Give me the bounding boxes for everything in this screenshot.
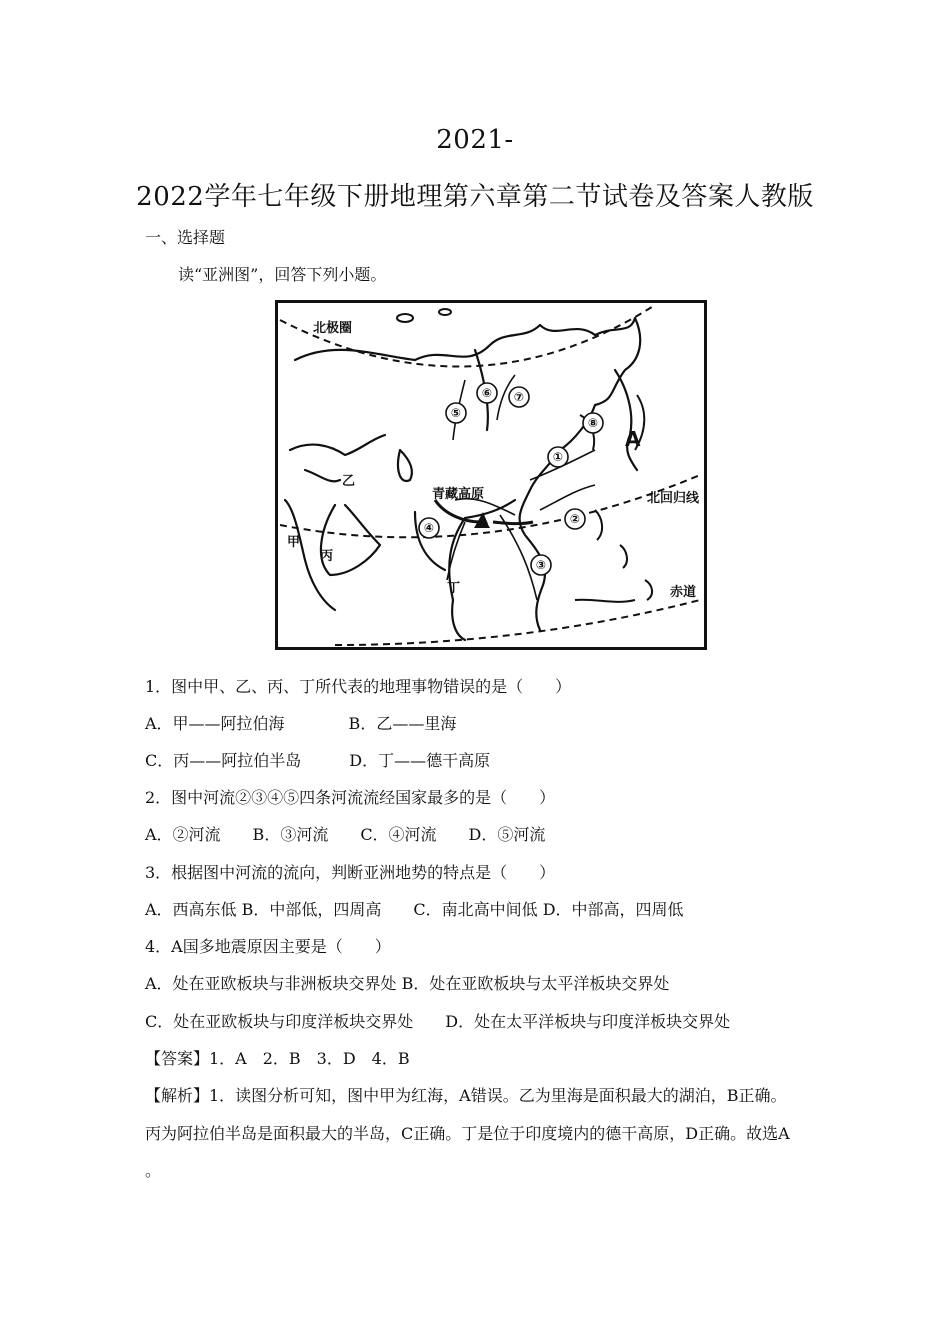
label-bing: 丙 — [320, 549, 334, 564]
question-1-options-ab: A．甲——阿拉伯海 B．乙——里海 — [145, 714, 457, 733]
label-equator: 赤道 — [670, 585, 697, 600]
analysis-line-1: 【解析】1．读图分析可知，图中甲为红海，A错误。乙为里海是面积最大的湖泊，B正确。 — [145, 1086, 787, 1105]
question-2-stem: 2．图中河流②③④⑤四条河流流经国家最多的是（ ） — [145, 788, 556, 807]
question-4-options-ab: A．处在亚欧板块与非洲板块交界处 B．处在亚欧板块与太平洋板块交界处 — [145, 974, 670, 993]
plateau-arrow — [435, 500, 480, 522]
coastlines — [285, 318, 640, 640]
map-frame — [277, 302, 706, 649]
marker-2: ② — [569, 512, 581, 526]
label-ding: 丁 — [447, 581, 461, 596]
equator-line — [335, 600, 700, 645]
label-plateau: 青藏高原 — [432, 487, 485, 502]
question-2-options: A．②河流 B．③河流 C．④河流 D．⑤河流 — [145, 825, 546, 844]
label-country-a: A — [625, 427, 641, 451]
section-heading: 一、选择题 — [145, 228, 226, 247]
label-jia: 甲 — [287, 535, 301, 550]
marker-4: ④ — [423, 521, 435, 535]
marker-3: ③ — [535, 558, 547, 572]
label-tropic-of-cancer: 北回归线 — [647, 491, 700, 506]
asia-map — [275, 300, 707, 650]
islands — [397, 309, 652, 602]
answer-line: 【答案】1．A 2．B 3．D 4．B — [145, 1049, 410, 1068]
label-yi: 乙 — [342, 474, 356, 489]
label-arctic-circle: 北极圈 — [313, 321, 353, 336]
marker-1: ① — [552, 450, 564, 464]
marker-5: ⑤ — [450, 406, 462, 420]
intro-text: 读“亚洲图”，回答下列小题。 — [178, 265, 387, 284]
question-3-options: A．西高东低 B．中部低，四周高 C．南北高中间低 D．中部高，四周低 — [145, 900, 684, 919]
page-title-line-2: 2022学年七年级下册地理第六章第二节试卷及答案人教版 — [136, 182, 814, 212]
analysis-line-2: 丙为阿拉伯半岛是面积最大的半岛，C正确。丁是位于印度境内的德干高原，D正确。故选A — [145, 1124, 790, 1143]
question-3-stem: 3．根据图中河流的流向，判断亚洲地势的特点是（ ） — [145, 863, 556, 882]
marker-6: ⑥ — [481, 386, 493, 400]
page-title-line-1: 2021- — [436, 125, 514, 155]
analysis-line-3: 。 — [145, 1161, 162, 1180]
question-1-stem: 1．图中甲、乙、丙、丁所代表的地理事物错误的是（ ） — [145, 677, 572, 696]
question-4-options-cd: C．处在亚欧板块与印度洋板块交界处 D．处在太平洋板块与印度洋板块交界处 — [145, 1012, 731, 1031]
marker-7: ⑦ — [513, 390, 525, 404]
question-1-options-cd: C．丙——阿拉伯半岛 D．丁——德干高原 — [145, 751, 491, 770]
marker-8: ⑧ — [587, 416, 599, 430]
question-4-stem: 4．A国多地震原因主要是（ ） — [145, 937, 391, 956]
